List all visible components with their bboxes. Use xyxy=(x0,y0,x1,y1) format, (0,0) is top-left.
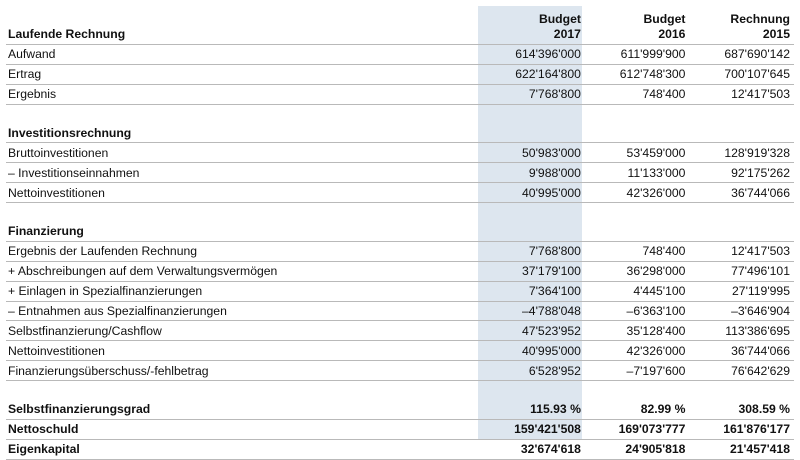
cell-budget-2017: 32'674'618 xyxy=(480,439,585,459)
cell-rechnung-2015: 700'107'645 xyxy=(689,64,794,84)
cell-rechnung-2015: 12'417'503 xyxy=(689,241,794,261)
table-row xyxy=(6,321,794,341)
cell-budget-2016: 42'326'000 xyxy=(585,183,690,203)
table-row xyxy=(6,241,794,261)
column-header-budget-2017: Budget 2017 xyxy=(480,6,585,45)
cell-rechnung-2015: 77'496'101 xyxy=(689,261,794,281)
row-label: Aufwand xyxy=(6,45,480,65)
table-row xyxy=(6,45,794,65)
cell-budget-2016: 53'459'000 xyxy=(585,143,690,163)
cell-budget-2017: 7'364'100 xyxy=(480,281,585,301)
table-row xyxy=(6,163,794,183)
table-row xyxy=(6,361,794,381)
cell-budget-2016: 4'445'100 xyxy=(585,281,690,301)
cell-rechnung-2015: 92'175'262 xyxy=(689,163,794,183)
cell-budget-2017: 7'768'800 xyxy=(480,241,585,261)
row-label: Nettoinvestitionen xyxy=(6,183,480,203)
cell-budget-2017: 47'523'952 xyxy=(480,321,585,341)
summary-row-eigenkapital xyxy=(6,439,794,459)
summary-row-selbstfinanzierungsgrad xyxy=(6,400,794,419)
cell-budget-2017: 40'995'000 xyxy=(480,183,585,203)
cell-rechnung-2015: 36'744'066 xyxy=(689,183,794,203)
cell-budget-2017: 614'396'000 xyxy=(480,45,585,65)
cell-rechnung-2015: 161'876'177 xyxy=(689,419,794,439)
cell-budget-2016: 748'400 xyxy=(585,241,690,261)
cell-budget-2016: –7'197'600 xyxy=(585,361,690,381)
cell-budget-2016: 169'073'777 xyxy=(585,419,690,439)
table-row xyxy=(6,301,794,321)
cell-budget-2017: 7'768'800 xyxy=(480,84,585,104)
row-label: Ergebnis der Laufenden Rechnung xyxy=(6,241,480,261)
table-row xyxy=(6,261,794,281)
row-label: + Abschreibungen auf dem Verwaltungsvermögen xyxy=(6,261,480,281)
row-label: Ertrag xyxy=(6,64,480,84)
cell-budget-2017: 9'988'000 xyxy=(480,163,585,183)
section-title-laufende-rechnung: Laufende Rechnung xyxy=(6,6,480,45)
cell-budget-2016: 612'748'300 xyxy=(585,64,690,84)
table-header-row xyxy=(6,6,794,45)
summary-row-nettoschuld xyxy=(6,419,794,439)
cell-budget-2017: 37'179'100 xyxy=(480,261,585,281)
cell-rechnung-2015: –3'646'904 xyxy=(689,301,794,321)
cell-budget-2016: 42'326'000 xyxy=(585,341,690,361)
spacer-row xyxy=(6,203,794,222)
row-label: Bruttoinvestitionen xyxy=(6,143,480,163)
table-row xyxy=(6,281,794,301)
cell-budget-2017: 115.93 % xyxy=(480,400,585,419)
section-title-finanzierung: Finanzierung xyxy=(6,222,480,241)
cell-rechnung-2015: 113'386'695 xyxy=(689,321,794,341)
cell-budget-2017: –4'788'048 xyxy=(480,301,585,321)
row-label: Ergebnis xyxy=(6,84,480,104)
column-header-rechnung-2015: Rechnung 2015 xyxy=(689,6,794,45)
cell-rechnung-2015: 687'690'142 xyxy=(689,45,794,65)
section-header-row xyxy=(6,124,794,143)
table-row xyxy=(6,183,794,203)
cell-budget-2016: 611'999'900 xyxy=(585,45,690,65)
cell-budget-2017: 6'528'952 xyxy=(480,361,585,381)
cell-budget-2016: 11'133'000 xyxy=(585,163,690,183)
row-label: Finanzierungsüberschuss/-fehlbetrag xyxy=(6,361,480,381)
row-label: – Investitionseinnahmen xyxy=(6,163,480,183)
section-header-row xyxy=(6,222,794,241)
cell-rechnung-2015: 76'642'629 xyxy=(689,361,794,381)
cell-rechnung-2015: 12'417'503 xyxy=(689,84,794,104)
row-label: Nettoinvestitionen xyxy=(6,341,480,361)
row-label: Eigenkapital xyxy=(6,439,480,459)
cell-budget-2016: 35'128'400 xyxy=(585,321,690,341)
row-label: Selbstfinanzierung/Cashflow xyxy=(6,321,480,341)
table-row xyxy=(6,64,794,84)
cell-budget-2016: –6'363'100 xyxy=(585,301,690,321)
table-row xyxy=(6,84,794,104)
cell-rechnung-2015: 21'457'418 xyxy=(689,439,794,459)
table-row xyxy=(6,143,794,163)
cell-budget-2017: 50'983'000 xyxy=(480,143,585,163)
table-row xyxy=(6,341,794,361)
cell-budget-2016: 24'905'818 xyxy=(585,439,690,459)
cell-budget-2017: 159'421'508 xyxy=(480,419,585,439)
section-title-investitionsrechnung: Investitionsrechnung xyxy=(6,124,480,143)
cell-budget-2016: 82.99 % xyxy=(585,400,690,419)
column-header-budget-2016: Budget 2016 xyxy=(585,6,690,45)
cell-budget-2017: 40'995'000 xyxy=(480,341,585,361)
cell-budget-2017: 622'164'800 xyxy=(480,64,585,84)
spacer-row xyxy=(6,104,794,123)
row-label: + Einlagen in Spezialfinanzierungen xyxy=(6,281,480,301)
finance-table xyxy=(6,6,794,460)
cell-rechnung-2015: 36'744'066 xyxy=(689,341,794,361)
row-label: Nettoschuld xyxy=(6,419,480,439)
cell-rechnung-2015: 128'919'328 xyxy=(689,143,794,163)
cell-rechnung-2015: 308.59 % xyxy=(689,400,794,419)
spacer-row xyxy=(6,381,794,400)
cell-budget-2016: 36'298'000 xyxy=(585,261,690,281)
row-label: – Entnahmen aus Spezialfinanzierungen xyxy=(6,301,480,321)
row-label: Selbstfinanzierungsgrad xyxy=(6,400,480,419)
cell-rechnung-2015: 27'119'995 xyxy=(689,281,794,301)
cell-budget-2016: 748'400 xyxy=(585,84,690,104)
